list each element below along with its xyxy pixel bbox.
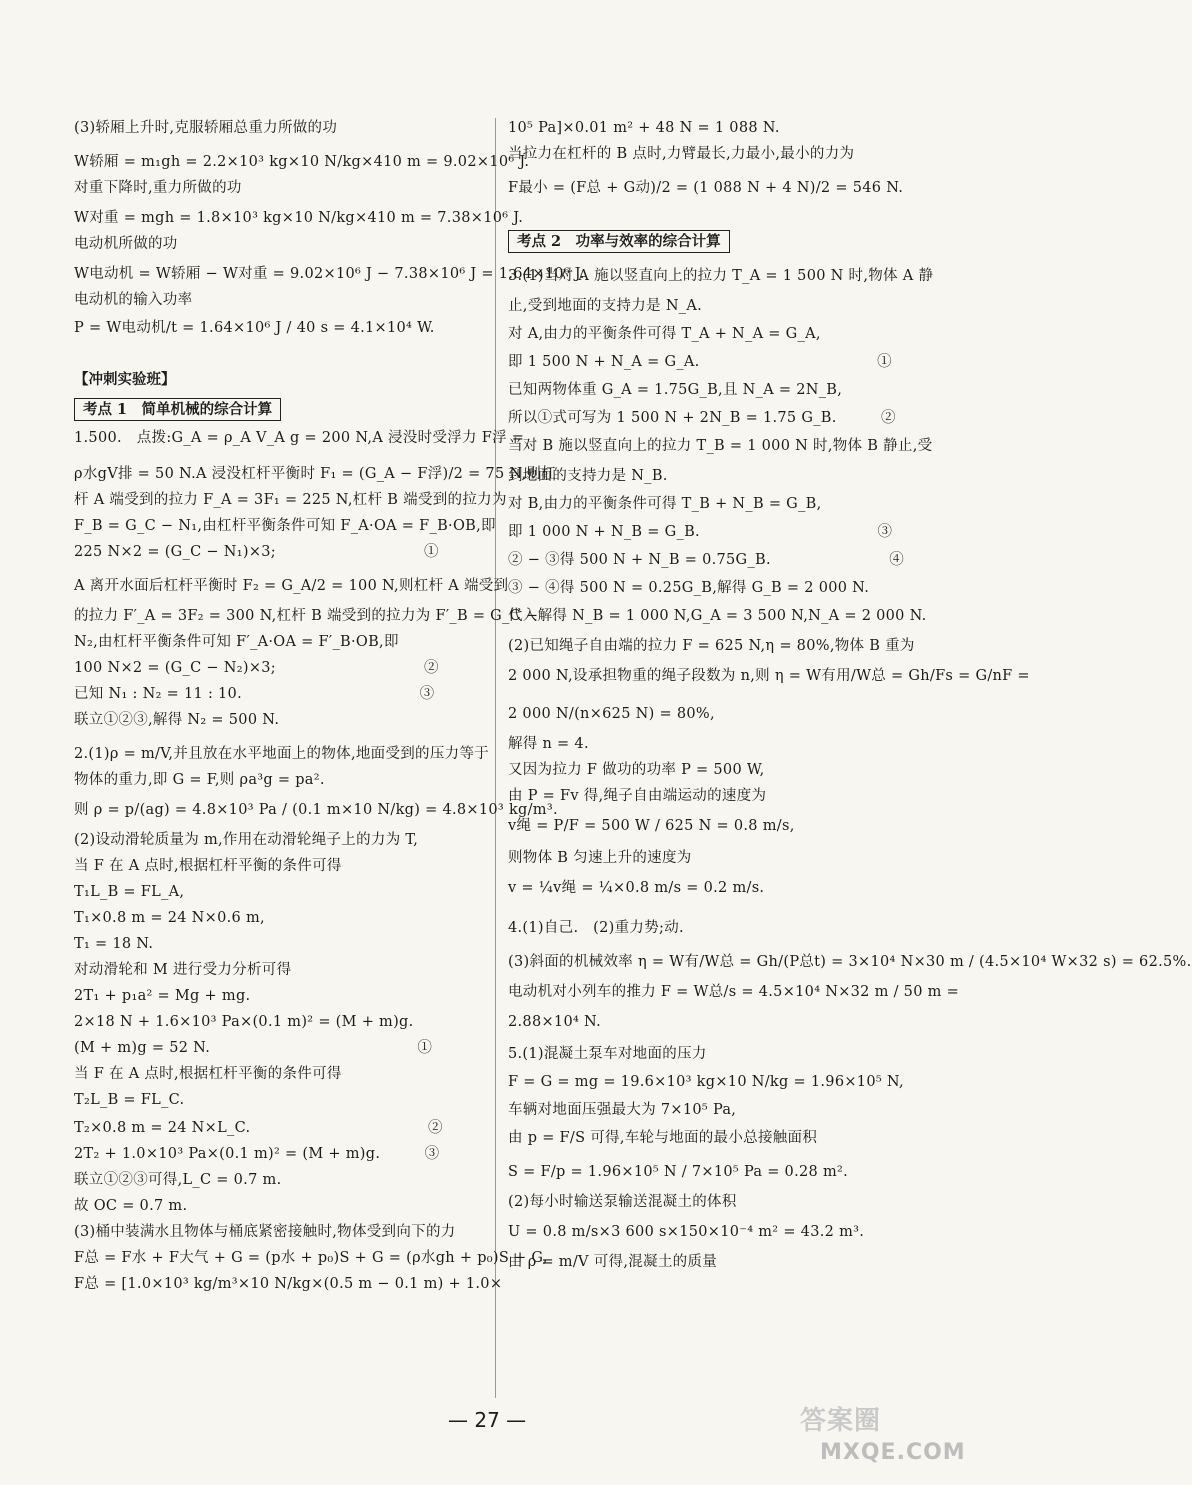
text-line: 对 A,由力的平衡条件可得 T_A + N_A = G_A, (508, 326, 821, 342)
text-line: 由 ρ = m/V 可得,混凝土的质量 (508, 1254, 718, 1270)
watermark-url: MXQE.COM (820, 1440, 966, 1465)
text-line: v = ¼v绳 = ¼×0.8 m/s = 0.2 m/s. (508, 880, 765, 896)
text-line: 则物体 B 匀速上升的速度为 (508, 850, 692, 866)
text-line: T₁L_B = FL_A, (74, 884, 185, 900)
text-line: 4.(1)自己. (2)重力势;动. (508, 920, 684, 936)
text-line: 当 F 在 A 点时,根据杠杆平衡的条件可得 (74, 1066, 342, 1082)
text-line: ② − ③得 500 N + N_B = 0.75G_B. ④ (508, 552, 905, 568)
text-line: 代入解得 N_B = 1 000 N,G_A = 3 500 N,N_A = 2 000 N. (508, 608, 927, 624)
text-line: (M + m)g = 52 N. ① (74, 1040, 433, 1056)
text-line: U = 0.8 m/s×3 600 s×150×10⁻⁴ m² = 43.2 m³. (508, 1224, 865, 1240)
text-line: F_B = G_C − N₁,由杠杆平衡条件可知 F_A·OA = F_B·OB,即 (74, 518, 496, 534)
text-line: 10⁵ Pa]×0.01 m² + 48 N = 1 088 N. (508, 120, 780, 136)
text-line: 的拉力 F′_A = 3F₂ = 300 N,杠杆 B 端受到的拉力为 F′_B = G_C − (74, 608, 539, 624)
text-line: 对 B,由力的平衡条件可得 T_B + N_B = G_B, (508, 496, 822, 512)
text-line: 到地面的支持力是 N_B. (508, 468, 668, 484)
column-divider (495, 118, 496, 1398)
text-line: (3)轿厢上升时,克服轿厢总重力所做的功 (74, 120, 338, 136)
text-line: 100 N×2 = (G_C − N₂)×3; ② (74, 660, 439, 676)
text-line: T₂L_B = FL_C. (74, 1092, 185, 1108)
text-line: 故 OC = 0.7 m. (74, 1198, 188, 1214)
section-heading: 考点 2 功率与效率的综合计算 (508, 230, 730, 253)
text-line: T₂×0.8 m = 24 N×L_C. ② (74, 1120, 443, 1136)
text-line: N₂,由杠杆平衡条件可知 F′_A·OA = F′_B·OB,即 (74, 634, 399, 650)
text-line: 5.(1)混凝土泵车对地面的压力 (508, 1046, 707, 1062)
text-line: 联立①②③可得,L_C = 0.7 m. (74, 1172, 282, 1188)
text-line: W对重 = mgh = 1.8×10³ kg×10 N/kg×410 m = 7.38×10⁶ J. (74, 210, 524, 226)
text-line: ③ − ④得 500 N = 0.25G_B,解得 G_B = 2 000 N. (508, 580, 870, 596)
text-line: 已知两物体重 G_A = 1.75G_B,且 N_A = 2N_B, (508, 382, 843, 398)
text-line: 车辆对地面压强最大为 7×10⁵ Pa, (508, 1102, 737, 1118)
section-heading: 考点 1 简单机械的综合计算 (74, 398, 281, 421)
text-line: 对重下降时,重力所做的功 (74, 180, 242, 196)
text-line: F总 = [1.0×10³ kg/m³×10 N/kg×(0.5 m − 0.1 m) + 1.0× (74, 1276, 503, 1292)
text-line: 电动机的输入功率 (74, 292, 193, 308)
text-line: W电动机 = W轿厢 − W对重 = 9.02×10⁶ J − 7.38×10⁶ J = 1.64×10⁶ J. (74, 266, 585, 282)
text-line: T₁×0.8 m = 24 N×0.6 m, (74, 910, 265, 926)
text-line: S = F/p = 1.96×10⁵ N / 7×10⁵ Pa = 0.28 m². (508, 1164, 849, 1180)
text-line: 2×18 N + 1.6×10³ Pa×(0.1 m)² = (M + m)g. (74, 1014, 414, 1030)
text-line: 又因为拉力 F 做功的功率 P = 500 W, (508, 762, 765, 778)
text-line: 由 P = Fv 得,绳子自由端运动的速度为 (508, 788, 767, 804)
text-line: 则 ρ = p/(ag) = 4.8×10³ Pa / (0.1 m×10 N/kg) = 4.8×10³ kg/m³. (74, 802, 558, 818)
text-line: 2T₂ + 1.0×10³ Pa×(0.1 m)² = (M + m)g. ③ (74, 1146, 440, 1162)
category-heading: 【冲刺实验班】 (74, 371, 176, 388)
text-line: 2T₁ + p₁a² = Mg + mg. (74, 988, 251, 1004)
text-line: 由 p = F/S 可得,车轮与地面的最小总接触面积 (508, 1130, 818, 1146)
text-line: P = W电动机/t = 1.64×10⁶ J / 40 s = 4.1×10⁴ W. (74, 320, 435, 336)
text-line: F = G = mg = 19.6×10³ kg×10 N/kg = 1.96×10⁵ N, (508, 1074, 904, 1090)
page-number: — 27 — (448, 1408, 527, 1432)
watermark-logo: 答案圈 (800, 1406, 882, 1436)
text-line: 止,受到地面的支持力是 N_A. (508, 298, 703, 314)
text-line: 2 000 N/(n×625 N) = 80%, (508, 706, 715, 722)
text-line: 1.500. 点拨:G_A = ρ_A V_A g = 200 N,A 浸没时受浮力 F浮 = (74, 430, 525, 446)
text-line: 物体的重力,即 G = F,则 ρa³g = pa². (74, 772, 325, 788)
text-line: v绳 = P/F = 500 W / 625 N = 0.8 m/s, (508, 818, 795, 834)
text-line: (2)设动滑轮质量为 m,作用在动滑轮绳子上的力为 T, (74, 832, 419, 848)
text-line: T₁ = 18 N. (74, 936, 154, 952)
text-line: F总 = F水 + F大气 + G = (p水 + p₀)S + G = (ρ水gh + p₀)S + G, (74, 1250, 548, 1266)
text-line: (3)斜面的机械效率 η = W有/W总 = Gh/(P总t) = 3×10⁴ N×30 m / (4.5×10⁴ W×32 s) = 62.5%. (508, 954, 1192, 970)
text-line: 联立①②③,解得 N₂ = 500 N. (74, 712, 280, 728)
text-line: (2)每小时输送泵输送混凝土的体积 (508, 1194, 737, 1210)
text-line: ρ水gV排 = 50 N.A 浸没杠杆平衡时 F₁ = (G_A − F浮)/2 = 75 N,则杠 (74, 466, 556, 482)
text-line: 杆 A 端受到的拉力 F_A = 3F₁ = 225 N,杠杆 B 端受到的拉力为 (74, 492, 507, 508)
text-line: (3)桶中装满水且物体与桶底紧密接触时,物体受到向下的力 (74, 1224, 456, 1240)
text-line: F最小 = (F总 + G动)/2 = (1 088 N + 4 N)/2 = 546 N. (508, 180, 904, 196)
text-line: (2)已知绳子自由端的拉力 F = 625 N,η = 80%,物体 B 重为 (508, 638, 915, 654)
text-line: 所以①式可写为 1 500 N + 2N_B = 1.75 G_B. ② (508, 410, 896, 426)
text-line: 225 N×2 = (G_C − N₁)×3; ① (74, 544, 439, 560)
text-line: A 离开水面后杠杆平衡时 F₂ = G_A/2 = 100 N,则杠杆 A 端受到 (74, 578, 509, 594)
text-line: 2 000 N,设承担物重的绳子段数为 n,则 η = W有用/W总 = Gh/Fs = G/nF = (508, 668, 1030, 684)
text-line: 即 1 500 N + N_A = G_A. ① (508, 354, 892, 370)
text-line: W轿厢 = m₁gh = 2.2×10³ kg×10 N/kg×410 m = 9.02×10⁶ J. (74, 154, 530, 170)
text-line: 当对 B 施以竖直向上的拉力 T_B = 1 000 N 时,物体 B 静止,受 (508, 438, 933, 454)
text-line: 2.(1)ρ = m/V,并且放在水平地面上的物体,地面受到的压力等于 (74, 746, 490, 762)
text-line: 对动滑轮和 M 进行受力分析可得 (74, 962, 292, 978)
text-line: 2.88×10⁴ N. (508, 1014, 601, 1030)
text-line: 当拉力在杠杆的 B 点时,力臂最长,力最小,最小的力为 (508, 146, 855, 162)
text-line: 已知 N₁ : N₂ = 11 : 10. ③ (74, 686, 435, 702)
text-line: 即 1 000 N + N_B = G_B. ③ (508, 524, 893, 540)
text-line: 3.(1)当对 A 施以竖直向上的拉力 T_A = 1 500 N 时,物体 A 静 (508, 268, 934, 284)
text-line: 解得 n = 4. (508, 736, 589, 752)
text-line: 电动机所做的功 (74, 236, 178, 252)
text-line: 电动机对小列车的推力 F = W总/s = 4.5×10⁴ N×32 m / 50 m = (508, 984, 960, 1000)
text-line: 当 F 在 A 点时,根据杠杆平衡的条件可得 (74, 858, 342, 874)
